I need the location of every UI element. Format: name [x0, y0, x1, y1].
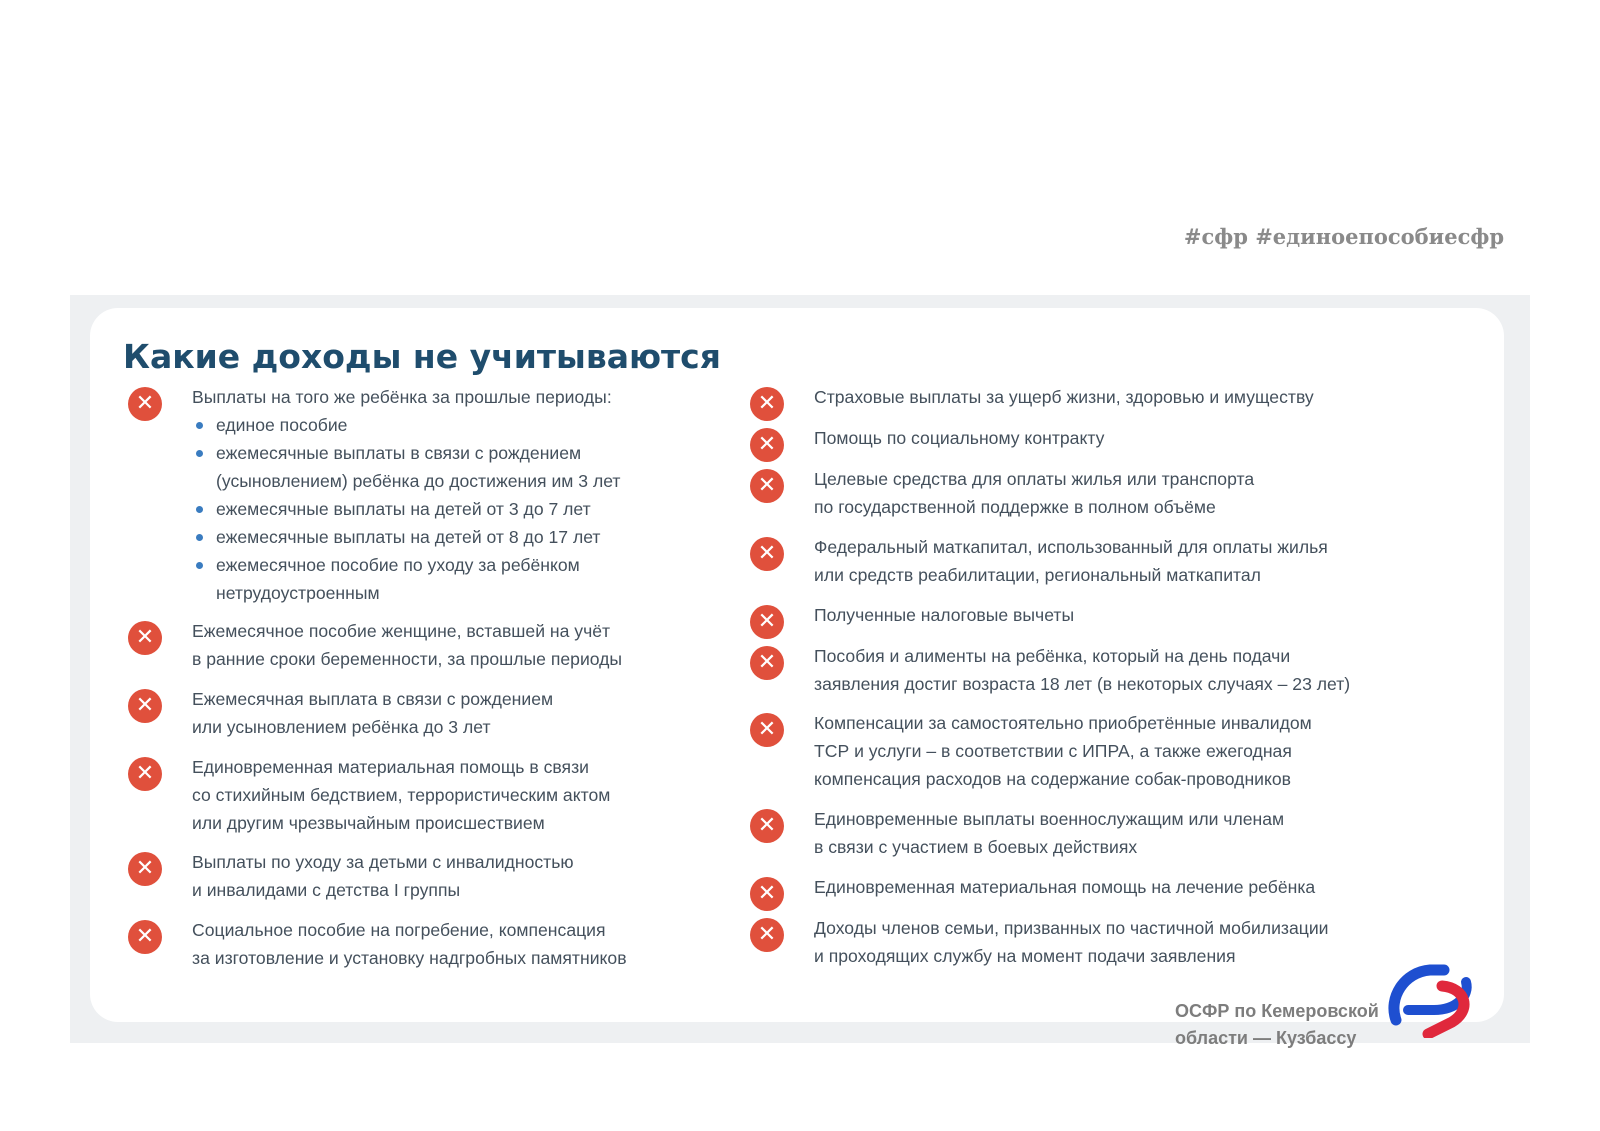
- hashtags: #сфр #единоепособиесфр: [1183, 224, 1504, 249]
- sub-list-item: [192, 411, 620, 439]
- close-icon: ✕: [750, 646, 784, 680]
- item-text: [192, 383, 620, 607]
- item-text: [814, 601, 1074, 629]
- close-icon: ✕: [750, 469, 784, 503]
- close-icon: ✕: [750, 387, 784, 421]
- close-icon: ✕: [750, 918, 784, 952]
- item-text: [814, 914, 1328, 970]
- sub-list: [192, 411, 620, 607]
- item-text-line: и инвалидами с детства I группы: [192, 880, 461, 900]
- item-text-line: и проходящих службу на момент подачи заявления: [814, 946, 1236, 966]
- sub-list-item: [192, 551, 620, 607]
- item-text-line: Страховые выплаты за ущерб жизни, здоровью и имуществу: [814, 387, 1314, 407]
- item-text-line: Единовременная материальная помощь в связи: [192, 757, 589, 777]
- item-text: [814, 383, 1314, 411]
- sub-list-item-line: ежемесячные выплаты на детей от 8 до 17 лет: [216, 527, 601, 547]
- item-text: [814, 533, 1328, 589]
- item-text-line: Выплаты на того же ребёнка за прошлые периоды:: [192, 387, 612, 407]
- close-icon: ✕: [750, 713, 784, 747]
- close-icon: ✕: [750, 537, 784, 571]
- item-text-line: или усыновлением ребёнка до 3 лет: [192, 717, 491, 737]
- item-text-line: за изготовление и установку надгробных памятников: [192, 948, 627, 968]
- item-text-line: в ранние сроки беременности, за прошлые периоды: [192, 649, 623, 669]
- item-text-line: Целевые средства для оплаты жилья или транспорта: [814, 469, 1255, 489]
- close-icon: ✕: [128, 852, 162, 886]
- item-text: [192, 685, 553, 741]
- close-icon: ✕: [128, 387, 162, 421]
- item-text-line: ТСР и услуги – в соответствии с ИПРА, а также ежегодная: [814, 741, 1292, 761]
- close-icon: ✕: [128, 689, 162, 723]
- item-text-line: по государственной поддержке в полном объёме: [814, 497, 1216, 517]
- item-text: [814, 709, 1312, 793]
- page-title: Какие доходы не учитываются: [123, 337, 721, 376]
- sfr-logo-icon: [1386, 958, 1476, 1038]
- item-text-line: Помощь по социальному контракту: [814, 428, 1105, 448]
- organization-line-2: области — Кузбассу: [1175, 1028, 1357, 1048]
- sub-list-item-line: ежемесячные выплаты в связи с рождением: [216, 443, 582, 463]
- item-text: [814, 465, 1254, 521]
- sub-list-item-line: единое пособие: [216, 415, 348, 435]
- item-text: [192, 848, 574, 904]
- item-text: [814, 873, 1315, 901]
- sub-list-item-line: (усыновлением) ребёнка до достижения им 3 лет: [216, 471, 621, 491]
- item-text-line: Ежемесячное пособие женщине, вставшей на учёт: [192, 621, 611, 641]
- item-text: [814, 424, 1104, 452]
- organization-name: [1175, 998, 1379, 1052]
- sub-list-item-line: ежемесячное пособие по уходу за ребёнком: [216, 555, 580, 575]
- item-text-line: Выплаты по уходу за детьми с инвалидностью: [192, 852, 574, 872]
- close-icon: ✕: [128, 621, 162, 655]
- close-icon: ✕: [128, 920, 162, 954]
- sub-list-item: [192, 439, 620, 495]
- item-text-line: Пособия и алименты на ребёнка, который на день подачи: [814, 646, 1291, 666]
- item-text: [814, 805, 1284, 861]
- close-icon: ✕: [750, 605, 784, 639]
- item-text-line: со стихийным бедствием, террористическим актом: [192, 785, 611, 805]
- item-text: [814, 642, 1350, 698]
- item-text-line: Полученные налоговые вычеты: [814, 605, 1075, 625]
- item-text: [192, 617, 622, 673]
- close-icon: ✕: [750, 809, 784, 843]
- sub-list-item: [192, 495, 620, 523]
- sub-list-item: [192, 523, 620, 551]
- item-text-line: Компенсации за самостоятельно приобретённые инвалидом: [814, 713, 1312, 733]
- item-text-line: компенсация расходов на содержание собак-проводников: [814, 769, 1292, 789]
- item-text-line: Ежемесячная выплата в связи с рождением: [192, 689, 554, 709]
- close-icon: ✕: [128, 757, 162, 791]
- item-text-line: или другим чрезвычайным происшествием: [192, 813, 545, 833]
- item-text: [192, 753, 610, 837]
- item-text-line: или средств реабилитации, региональный маткапитал: [814, 565, 1261, 585]
- item-text-line: Социальное пособие на погребение, компенсация: [192, 920, 606, 940]
- organization-line-1: ОСФР по Кемеровской: [1175, 1001, 1379, 1021]
- item-text-line: заявления достиг возраста 18 лет (в некоторых случаях – 23 лет): [814, 674, 1351, 694]
- item-text-line: Доходы членов семьи, призванных по частичной мобилизации: [814, 918, 1329, 938]
- item-text-line: в связи с участием в боевых действиях: [814, 837, 1138, 857]
- item-text-line: Единовременная материальная помощь на лечение ребёнка: [814, 877, 1316, 897]
- sub-list-item-line: ежемесячные выплаты на детей от 3 до 7 лет: [216, 499, 591, 519]
- close-icon: ✕: [750, 877, 784, 911]
- item-text-line: Федеральный маткапитал, использованный для оплаты жилья: [814, 537, 1328, 557]
- item-text-line: Единовременные выплаты военнослужащим или членам: [814, 809, 1285, 829]
- item-text: [192, 916, 627, 972]
- sub-list-item-line: нетрудоустроенным: [216, 583, 380, 603]
- close-icon: ✕: [750, 428, 784, 462]
